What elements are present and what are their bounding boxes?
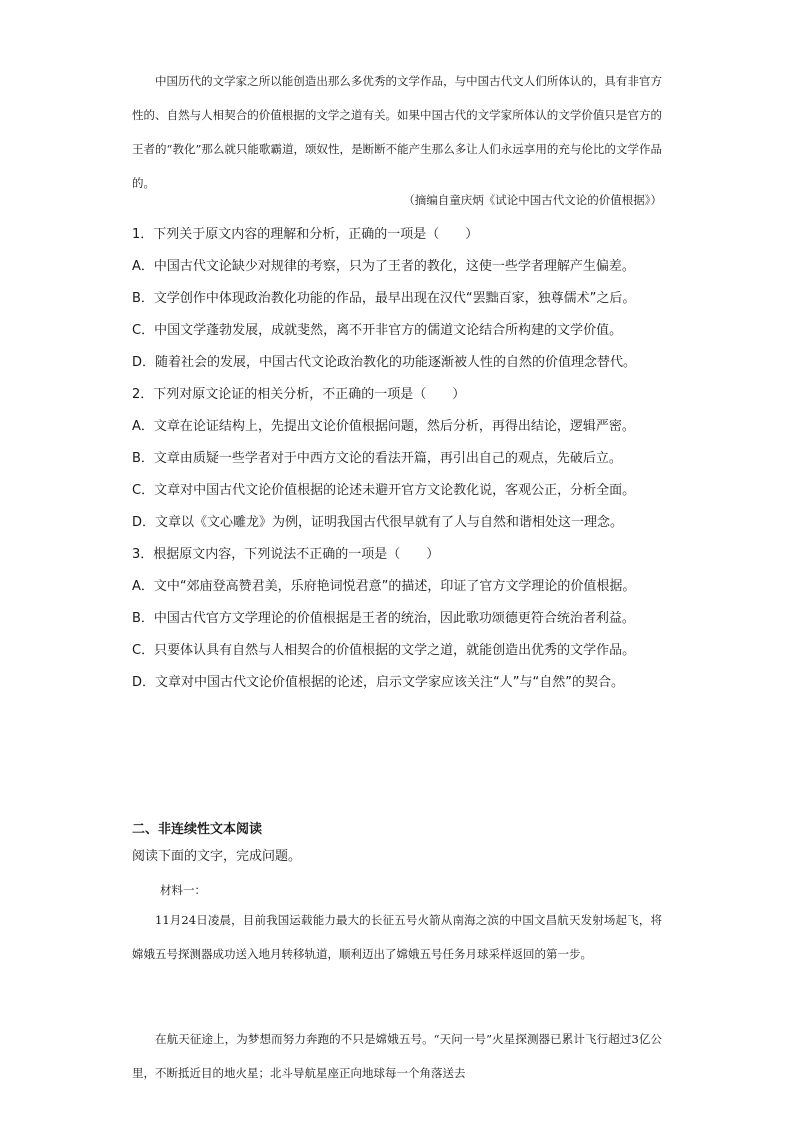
section-2-instruction: 阅读下面的文字，完成问题。 [132,849,302,864]
question-1-option-c: C．中国文学蓬勃发展，成就斐然，离不开非官方的儒道文论结合所构建的文学价值。 [132,323,623,338]
question-1-option-d: D．随着社会的发展，中国古代文论政治教化的功能逐渐被人性的自然的价值理念替代。 [132,355,637,370]
material-1-paragraph-2: 在航天征途上，为梦想而努力奔跑的不只是嫦娥五号。“天问一号”火星探测器已累计飞行超过3亿公里，不断抵近目的地火星；北斗导航星座正向地球每一个角落送去 [132,1032,662,1080]
question-1-stem: 1．下列关于原文内容的理解和分析，正确的一项是（ ） [132,227,479,242]
question-3-option-d: D．文章对中国古代文论价值根据的论述，启示文学家应该关注“人”与“自然”的契合。 [132,675,624,690]
question-1-option-a: A．中国古代文论缺少对规律的考察，只为了王者的教化，这使一些学者理解产生偏差。 [132,259,635,274]
question-2-option-d: D．文章以《文心雕龙》为例，证明我国古代很早就有了人与自然和谐相处这一理念。 [132,515,624,530]
question-2-option-a: A．文章在论证结构上，先提出文论价值根据问题，然后分析，再得出结论，逻辑严密。 [132,419,635,434]
question-3-option-a: A．文中“郊庙登高赞君美，乐府艳词悦君意”的描述，印证了官方文学理论的价值根据。 [132,579,636,594]
question-1-option-b: B．文学创作中体现政治教化功能的作品，最早出现在汉代“罢黜百家，独尊儒术”之后。 [132,291,636,306]
material-1-paragraph-1: 11月24日凌晨，目前我国运载能力最大的长征五号火箭从南海之滨的中国文昌航天发射场起飞，将嫦娥五号探测器成功送入地月转移轨道，顺利迈出了嫦娥五号任务月球采样返回的第一步。 [132,913,662,961]
question-3-option-c: C．只要体认具有自然与人相契合的价值根据的文学之道，就能创造出优秀的文学作品。 [132,643,636,658]
passage-source: （摘编自童庆炳《试论中国古代文论的价值根据》） [403,193,662,207]
question-3-stem: 3．根据原文内容，下列说法不正确的一项是（ ） [132,547,440,562]
question-2-stem: 2．下列对原文论证的相关分析，不正确的一项是（ ） [132,387,466,402]
question-2-option-b: B．文章由质疑一些学者对于中西方文论的看法开篇，再引出自己的观点，先破后立。 [132,451,622,466]
material-1-label: 材料一： [160,883,206,897]
passage-intro-paragraph: 中国历代的文学家之所以能创造出那么多优秀的文学作品，与中国古代文人们所体认的，具有非官方性的、自然与人相契合的价值根据的文学之道有关。如果中国古代的文学家所体认的文学价值只是官方的王者的“教化”那么就只能歌霸道，颂奴性，是断断不能产生那么多让人们永远享用的充与伦比的文学作品的。 [132,74,662,190]
questions-block [132,219,662,699]
question-3-option-b: B．中国古代官方文学理论的价值根据是王者的统治，因此歌功颂德更符合统治者利益。 [132,611,635,626]
question-2-option-c: C．文章对中国古代文论价值根据的论述未避开官方文论教化说，客观公正，分析全面。 [132,483,636,498]
section-2-title: 二、非连续性文本阅读 [132,822,263,837]
